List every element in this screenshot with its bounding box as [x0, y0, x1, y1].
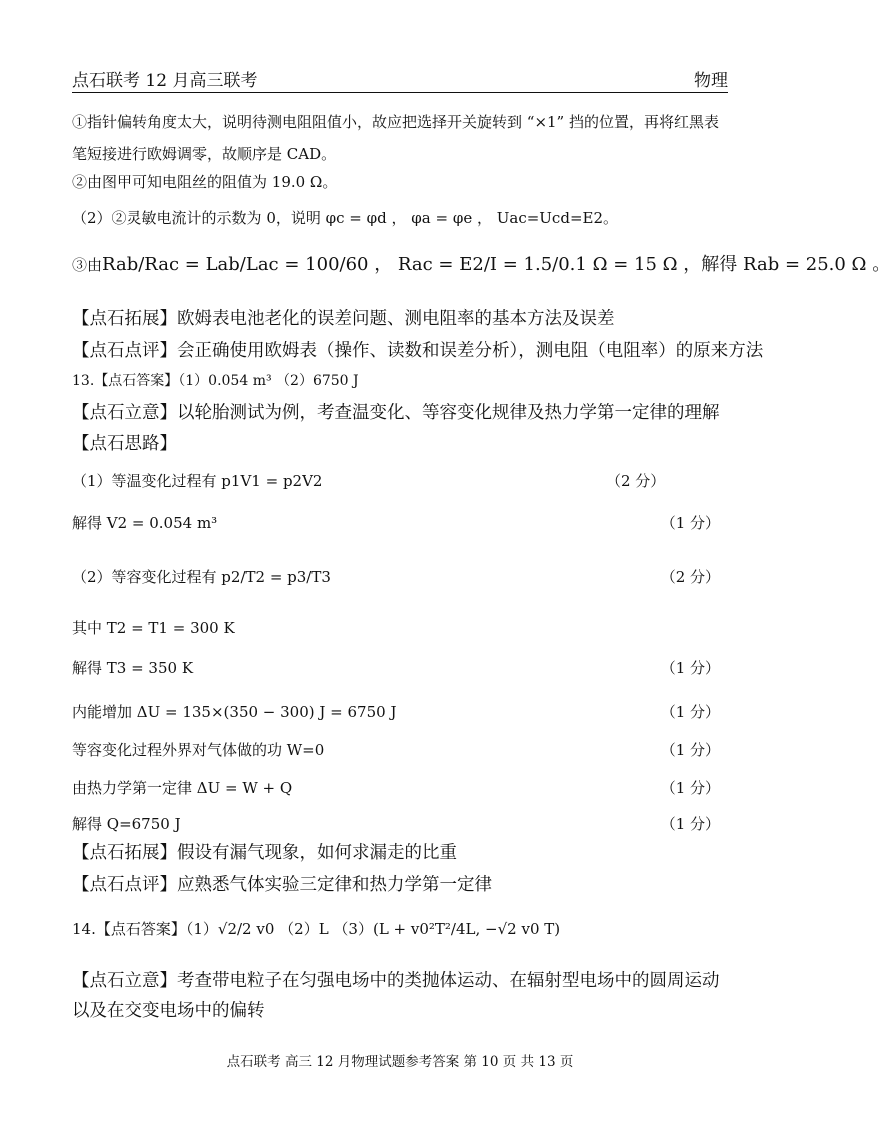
q13-step-6: 内能增加 ΔU = 135×(350 − 300) J = 6750 J — [72, 703, 397, 721]
header-rule — [72, 92, 728, 93]
para-ohm-adjust: ①指针偏转角度太大，说明待测电阻阻值小，故应把选择开关旋转到 “×1” 挡的位置，再将红黑表笔短接进行欧姆调零，故顺序是 CAD。 — [72, 113, 719, 163]
review-1: 【点石点评】会正确使用欧姆表（操作、读数和误差分析），测电阻（电阻率）的原来方法 — [72, 341, 764, 361]
page-footer: 点石联考 高三 12 月物理试题参考答案 第 10 页 共 13 页 — [226, 1054, 574, 1070]
para-galvanometer — [72, 207, 720, 229]
q13-answer: 13.【点石答案】（1）0.054 m³ （2）6750 J — [72, 373, 359, 389]
q13-step-2: 解得 V2 = 0.054 m³ — [72, 514, 218, 532]
q13-score-8: （1 分） — [660, 779, 720, 797]
q13-intent: 【点石立意】以轮胎测试为例，考查温变化、等容变化规律及热力学第一定律的理解 — [72, 403, 720, 423]
q13-score-3: （2 分） — [660, 568, 720, 586]
header-right: 物理 — [694, 71, 728, 91]
q13-score-5: （1 分） — [660, 659, 720, 677]
extension-1: 【点石拓展】欧姆表电池老化的误差问题、测电阻率的基本方法及误差 — [72, 309, 615, 329]
q13-step-5: 解得 T3 = 350 K — [72, 659, 194, 677]
q13-score-1: （2 分） — [606, 472, 666, 490]
para-galvanometer-text: （2）②灵敏电流计的示数为 0，说明 φc = φd ， φa = φe ， Uac=Ucd=E2。 — [72, 209, 619, 227]
review-2: 【点石点评】应熟悉气体实验三定律和热力学第一定律 — [72, 875, 492, 895]
q13-step-9: 解得 Q=6750 J — [72, 815, 181, 833]
extension-2: 【点石拓展】假设有漏气现象，如何求漏走的比重 — [72, 843, 457, 863]
header-left: 点石联考 12 月高三联考 — [72, 71, 258, 91]
q13-score-2: （1 分） — [660, 514, 720, 532]
q13-score-9: （1 分） — [660, 815, 720, 833]
q13-thinking-heading: 【点石思路】 — [72, 434, 177, 454]
q13-step-4: 其中 T2 = T1 = 300 K — [72, 619, 235, 637]
page-header — [72, 66, 728, 91]
q14-answer: 14.【点石答案】（1）√2/2 v0 （2）L （3）(L + v0²T²/4L, −√2 v0 T) — [72, 920, 561, 938]
q14-intent: 【点石立意】考查带电粒子在匀强电场中的类抛体运动、在辐射型电场中的圆周运动以及在交变电场中的偏转 — [72, 971, 720, 1021]
q13-step-8: 由热力学第一定律 ΔU = W + Q — [72, 779, 293, 797]
para-resistance-value: ②由图甲可知电阻丝的阻值为 19.0 Ω。 — [72, 173, 338, 191]
ratio-prefix: ③由 — [72, 256, 103, 274]
q13-score-7: （1 分） — [660, 741, 720, 759]
ratio-equation: Rab/Rac = Lab/Lac = 100/60 ， Rac = E2/I = 1.5/0.1 Ω = 15 Ω ，解得 Rab = 25.0 Ω 。 — [102, 254, 890, 275]
para-ratio-equation — [72, 254, 890, 276]
q13-step-7: 等容变化过程外界对气体做的功 W=0 — [72, 741, 325, 759]
q13-score-6: （1 分） — [660, 703, 720, 721]
q13-step-1: （1）等温变化过程有 p1V1 = p2V2 — [72, 472, 323, 490]
q13-step-3: （2）等容变化过程有 p2/T2 = p3/T3 — [72, 568, 331, 586]
